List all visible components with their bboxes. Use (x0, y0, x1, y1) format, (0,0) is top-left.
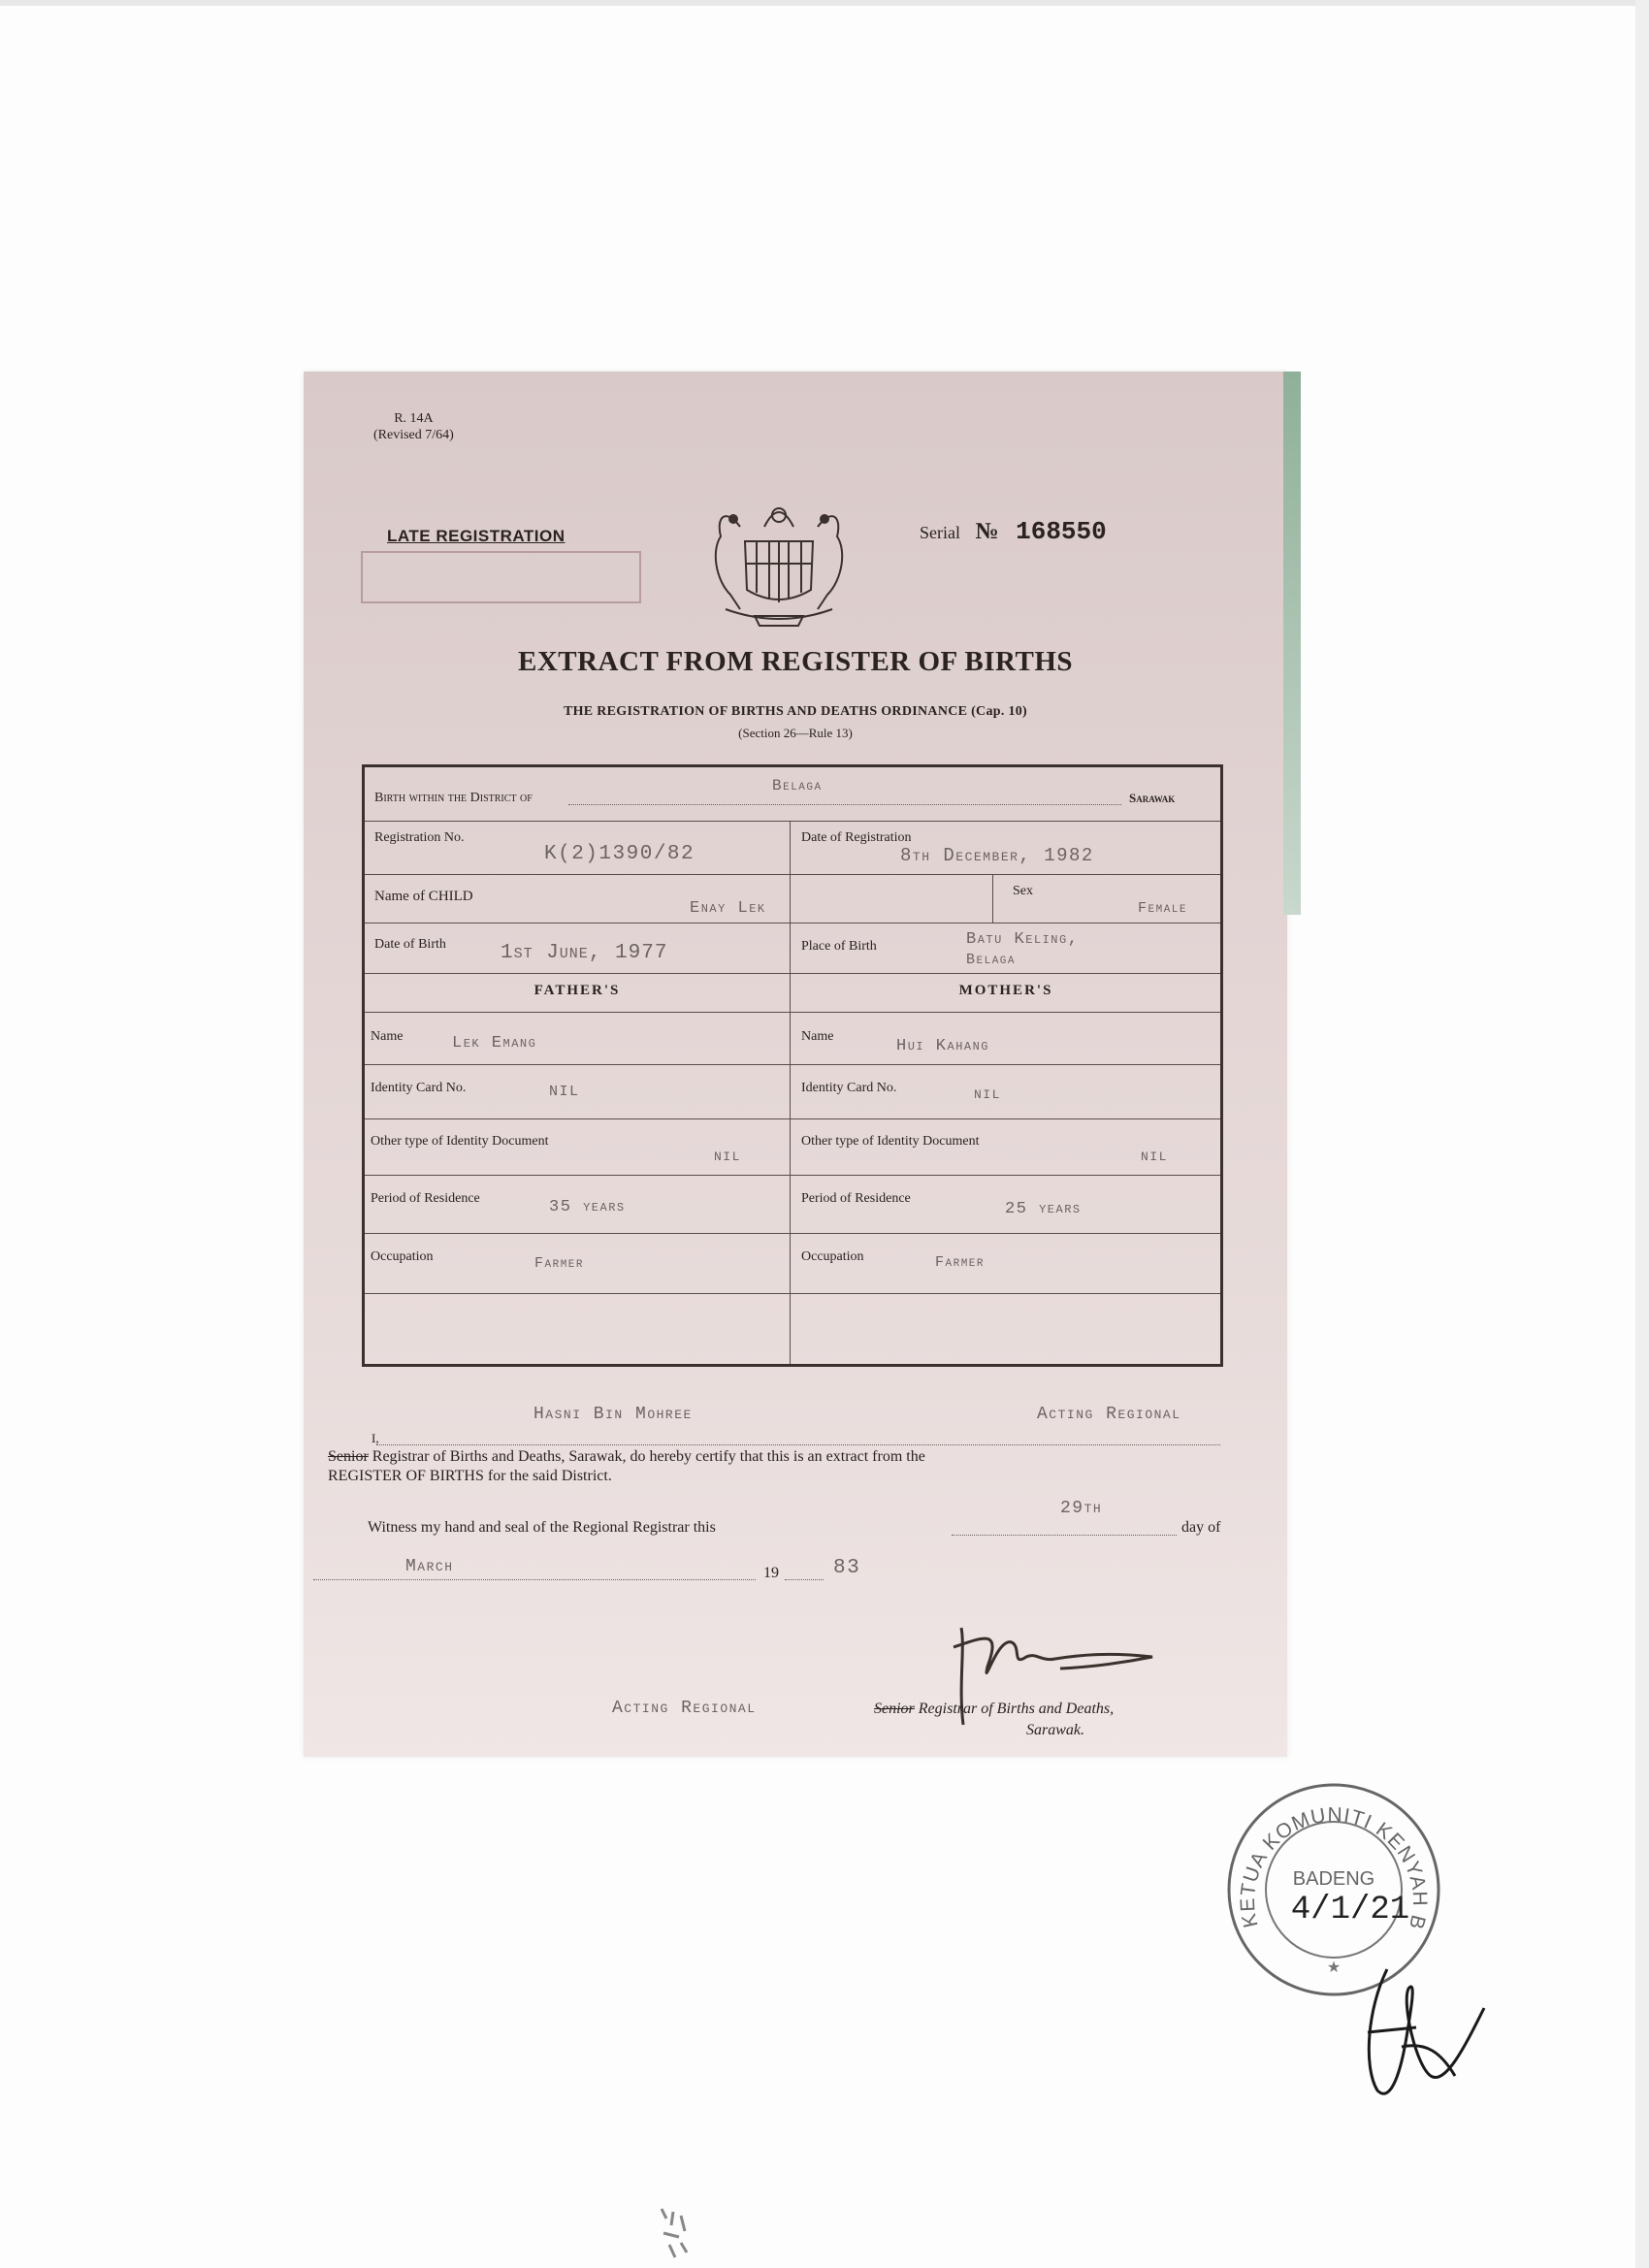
certification-line-2: REGISTER OF BIRTHS for the said District. (328, 1468, 612, 1484)
year-value: 83 (833, 1557, 861, 1579)
father-name-label: Name (371, 1029, 404, 1044)
form-code (373, 410, 454, 443)
stamp-center-text: BADENG (1292, 1868, 1375, 1890)
district-dotted-line (568, 804, 1121, 805)
place-of-birth-line2: Belaga (966, 952, 1017, 968)
father-residence-value: 35 years (549, 1198, 626, 1216)
registrar-name: Hasni Bin Mohree (534, 1405, 693, 1424)
table-rule (365, 821, 1220, 822)
certification-line-1 (328, 1448, 925, 1466)
signature-title-line1 (874, 1701, 1114, 1718)
scan-artifact-icon (652, 2204, 700, 2262)
mother-name-label: Name (801, 1029, 834, 1044)
register-table (362, 764, 1223, 1367)
sex-label: Sex (1013, 884, 1033, 898)
father-name-value: Lek Emang (452, 1034, 537, 1053)
certification-text-1: Registrar of Births and Deaths, Sarawak, do hereby certify that this is an extract from the (368, 1448, 925, 1465)
mother-ic-label: Identity Card No. (801, 1081, 897, 1095)
district-suffix: Sarawak (1129, 791, 1176, 805)
table-rule (365, 1118, 1220, 1119)
table-rule (365, 1064, 1220, 1065)
table-rule (365, 1293, 1220, 1294)
child-name-label: Name of CHILD (374, 889, 473, 904)
witness-label: Witness my hand and seal of the Regional Registrar this (368, 1519, 716, 1536)
place-of-birth-label: Place of Birth (801, 939, 877, 954)
signature-sarawak: Sarawak. (1026, 1722, 1084, 1738)
child-name-value: Enay Lek (690, 899, 766, 918)
stamp-star-icon: ★ (1326, 1960, 1342, 1976)
father-residence-label: Period of Residence (371, 1191, 480, 1206)
stamp-date: 4/1/21 (1290, 1892, 1410, 1928)
endorsement-signature-icon (1348, 1950, 1494, 2105)
mother-other-id-value: NIL (1141, 1150, 1168, 1164)
father-heading: FATHER'S (534, 983, 621, 998)
stamp-ring-text: KETUA KOMUNITI KENYAH B (1236, 1803, 1432, 1932)
certification-i-prefix: I, (372, 1431, 379, 1445)
table-rule (365, 1012, 1220, 1013)
form-code-number: R. 14A (394, 411, 434, 426)
serial-value: 168550 (1016, 517, 1107, 546)
signature-registrar: Registrar of Births and Deaths, (918, 1701, 1115, 1717)
document-section-rule: (Section 26—Rule 13) (738, 726, 853, 740)
mother-residence-label: Period of Residence (801, 1191, 911, 1206)
father-other-id-value: NIL (714, 1150, 741, 1164)
table-rule (365, 973, 1220, 974)
father-occupation-value: Farmer (534, 1255, 585, 1272)
father-other-id-label: Other type of Identity Document (371, 1134, 549, 1149)
signature-acting-regional: Acting Regional (612, 1699, 757, 1718)
father-ic-value: NIL (549, 1084, 580, 1100)
table-rule (365, 874, 1220, 875)
date-of-birth-value: 1st June, 1977 (501, 942, 668, 964)
registration-no-label: Registration No. (374, 830, 465, 845)
date-of-registration-label: Date of Registration (801, 830, 912, 845)
date-of-birth-label: Date of Birth (374, 937, 446, 952)
struck-senior-2: Senior (874, 1701, 915, 1717)
table-divider (992, 874, 993, 923)
form-code-revised: (Revised 7/64) (373, 428, 454, 442)
witness-text (368, 1519, 716, 1537)
registrar-title-acting: Acting Regional (1037, 1405, 1181, 1424)
mother-name-value: Hui Kahang (896, 1037, 990, 1055)
date-of-registration-value: 8th December, 1982 (900, 845, 1094, 866)
mother-ic-value: NIL (974, 1087, 1001, 1102)
month-dotted-line (313, 1579, 756, 1580)
day-of-label: day of (1181, 1519, 1221, 1536)
place-of-birth-line1: Batu Keling, (966, 930, 1080, 949)
year-dotted-line (785, 1579, 824, 1580)
table-rule (365, 1233, 1220, 1234)
mother-occupation-label: Occupation (801, 1249, 864, 1264)
sex-value: Female (1138, 900, 1188, 917)
registrar-dotted-line (376, 1444, 1220, 1445)
late-registration-stamp-box (361, 551, 641, 603)
table-divider (790, 821, 791, 1364)
paper-edge (1283, 372, 1301, 915)
late-registration-label: LATE REGISTRATION (387, 527, 566, 545)
scan-top-border (0, 0, 1649, 6)
father-ic-label: Identity Card No. (371, 1081, 467, 1095)
mother-other-id-label: Other type of Identity Document (801, 1134, 980, 1149)
struck-senior: Senior (328, 1448, 369, 1465)
year-prefix: 19 (763, 1565, 779, 1581)
day-dotted-line (952, 1535, 1177, 1536)
month-value: March (405, 1557, 454, 1576)
mother-occupation-value: Farmer (935, 1254, 986, 1271)
mother-residence-value: 25 years (1005, 1200, 1082, 1218)
scan-right-border (1635, 0, 1649, 2268)
birth-certificate-extract (304, 372, 1287, 1757)
district-label: Birth within the District of (374, 791, 533, 805)
document-subtitle: THE REGISTRATION OF BIRTHS AND DEATHS ORDINANCE (Cap. 10) (563, 704, 1028, 719)
district-value: Belaga (772, 777, 823, 794)
day-value: 29th (1060, 1499, 1103, 1518)
table-rule (365, 1175, 1220, 1176)
serial-number (920, 517, 1107, 546)
father-occupation-label: Occupation (371, 1249, 434, 1264)
document-title: EXTRACT FROM REGISTER OF BIRTHS (517, 646, 1074, 677)
coat-of-arms-icon (687, 488, 871, 633)
serial-label: Serial (920, 523, 960, 542)
serial-no-symbol: № (975, 519, 999, 544)
registration-no-value: K(2)1390/82 (544, 843, 695, 865)
mother-heading: MOTHER'S (958, 983, 1053, 998)
